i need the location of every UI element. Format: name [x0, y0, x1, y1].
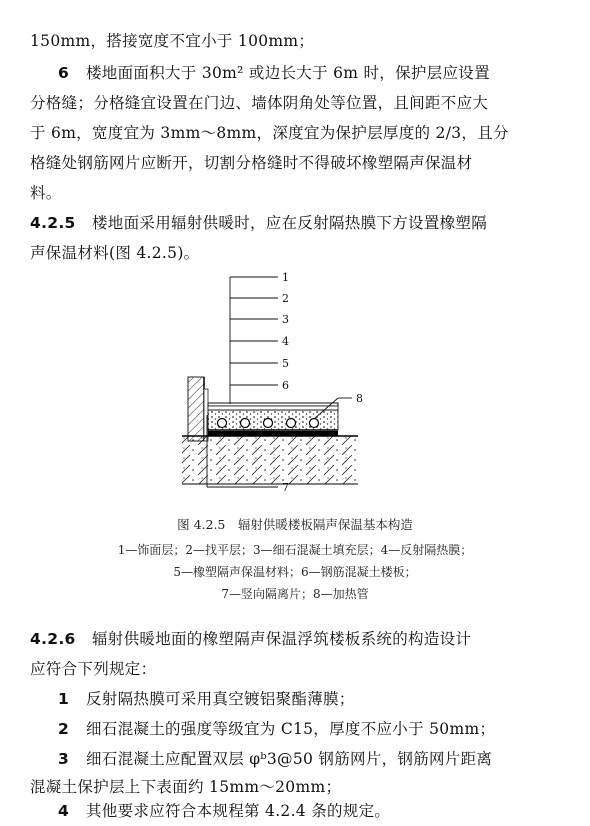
text-line: 分格缝；分格缝宜设置在门边、墙体阴角处等位置，且间距不应大: [30, 94, 489, 112]
callout-2: 2: [282, 292, 289, 305]
text-line: 细石混凝土应配置双层 φᵇ3@50 钢筋网片，钢筋网片距离: [86, 750, 493, 768]
callout-6: 6: [282, 379, 289, 392]
item-number: 4: [58, 802, 70, 820]
layer-rc-slab: [182, 436, 358, 484]
text-line: 楼地面采用辐射供暖时，应在反射隔热膜下方设置橡塑隔: [92, 214, 488, 232]
callout-3: 3: [282, 313, 289, 326]
figure-caption: 图 4.2.5 辐射供暖楼板隔声保温基本构造: [177, 517, 413, 532]
item-number: 1: [58, 690, 70, 708]
text-line: 混凝土保护层上下表面约 15mm～20mm；: [30, 778, 342, 796]
callout-4: 4: [282, 335, 289, 348]
text-line: 楼地面面积大于 30m² 或边长大于 6m 时，保护层应设置: [86, 64, 490, 82]
text-line: 辐射供暖地面的橡塑隔声保温浮筑楼板系统的构造设计: [92, 630, 472, 648]
text-line: 反射隔热膜可采用真空镀铝聚酯薄膜；: [86, 690, 355, 708]
text-line: 细石混凝土的强度等级宜为 C15，厚度不应小于 50mm；: [86, 720, 496, 738]
callout-8: 8: [356, 392, 363, 405]
callout-7: 7: [282, 481, 289, 494]
text-line: 应符合下列规定：: [30, 660, 157, 678]
text-line: 声保温材料(图 4.2.5)。: [30, 244, 200, 262]
text-line: 其他要求应符合本规程第 4.2.4 条的规定。: [86, 802, 391, 820]
callout-1: 1: [282, 271, 289, 284]
item-number: 2: [58, 720, 70, 738]
figure-legend: 5—橡塑隔声保温材料；6—钢筋混凝土楼板；: [173, 565, 417, 579]
text-line: 于 6m，宽度宜为 3mm～8mm，深度宜为保护层厚度的 2/3，且分: [30, 124, 509, 142]
text-line: 150mm，搭接宽度不宜小于 100mm；: [30, 32, 315, 50]
figure-legend: 1—饰面层；2—找平层；3—细石混凝土填充层；4—反射隔热膜；: [117, 543, 473, 557]
figure-legend: 7—竖向隔离片；8—加热管: [221, 587, 369, 601]
text-line: 料。: [30, 184, 62, 202]
text-line: 格缝处钢筋网片应断开，切割分格缝时不得破坏橡塑隔声保温材: [30, 154, 473, 172]
item-number: 6: [58, 64, 70, 82]
callout-5: 5: [282, 357, 289, 370]
floor-construction-figure: [0, 265, 590, 510]
wall: [188, 377, 204, 441]
item-number: 3: [58, 750, 70, 768]
section-number: 4.2.6: [30, 630, 76, 648]
section-number: 4.2.5: [30, 214, 76, 232]
layer-finish: [208, 403, 338, 406]
layer-leveling: [208, 406, 338, 410]
layer-concrete-fill: [208, 410, 338, 430]
